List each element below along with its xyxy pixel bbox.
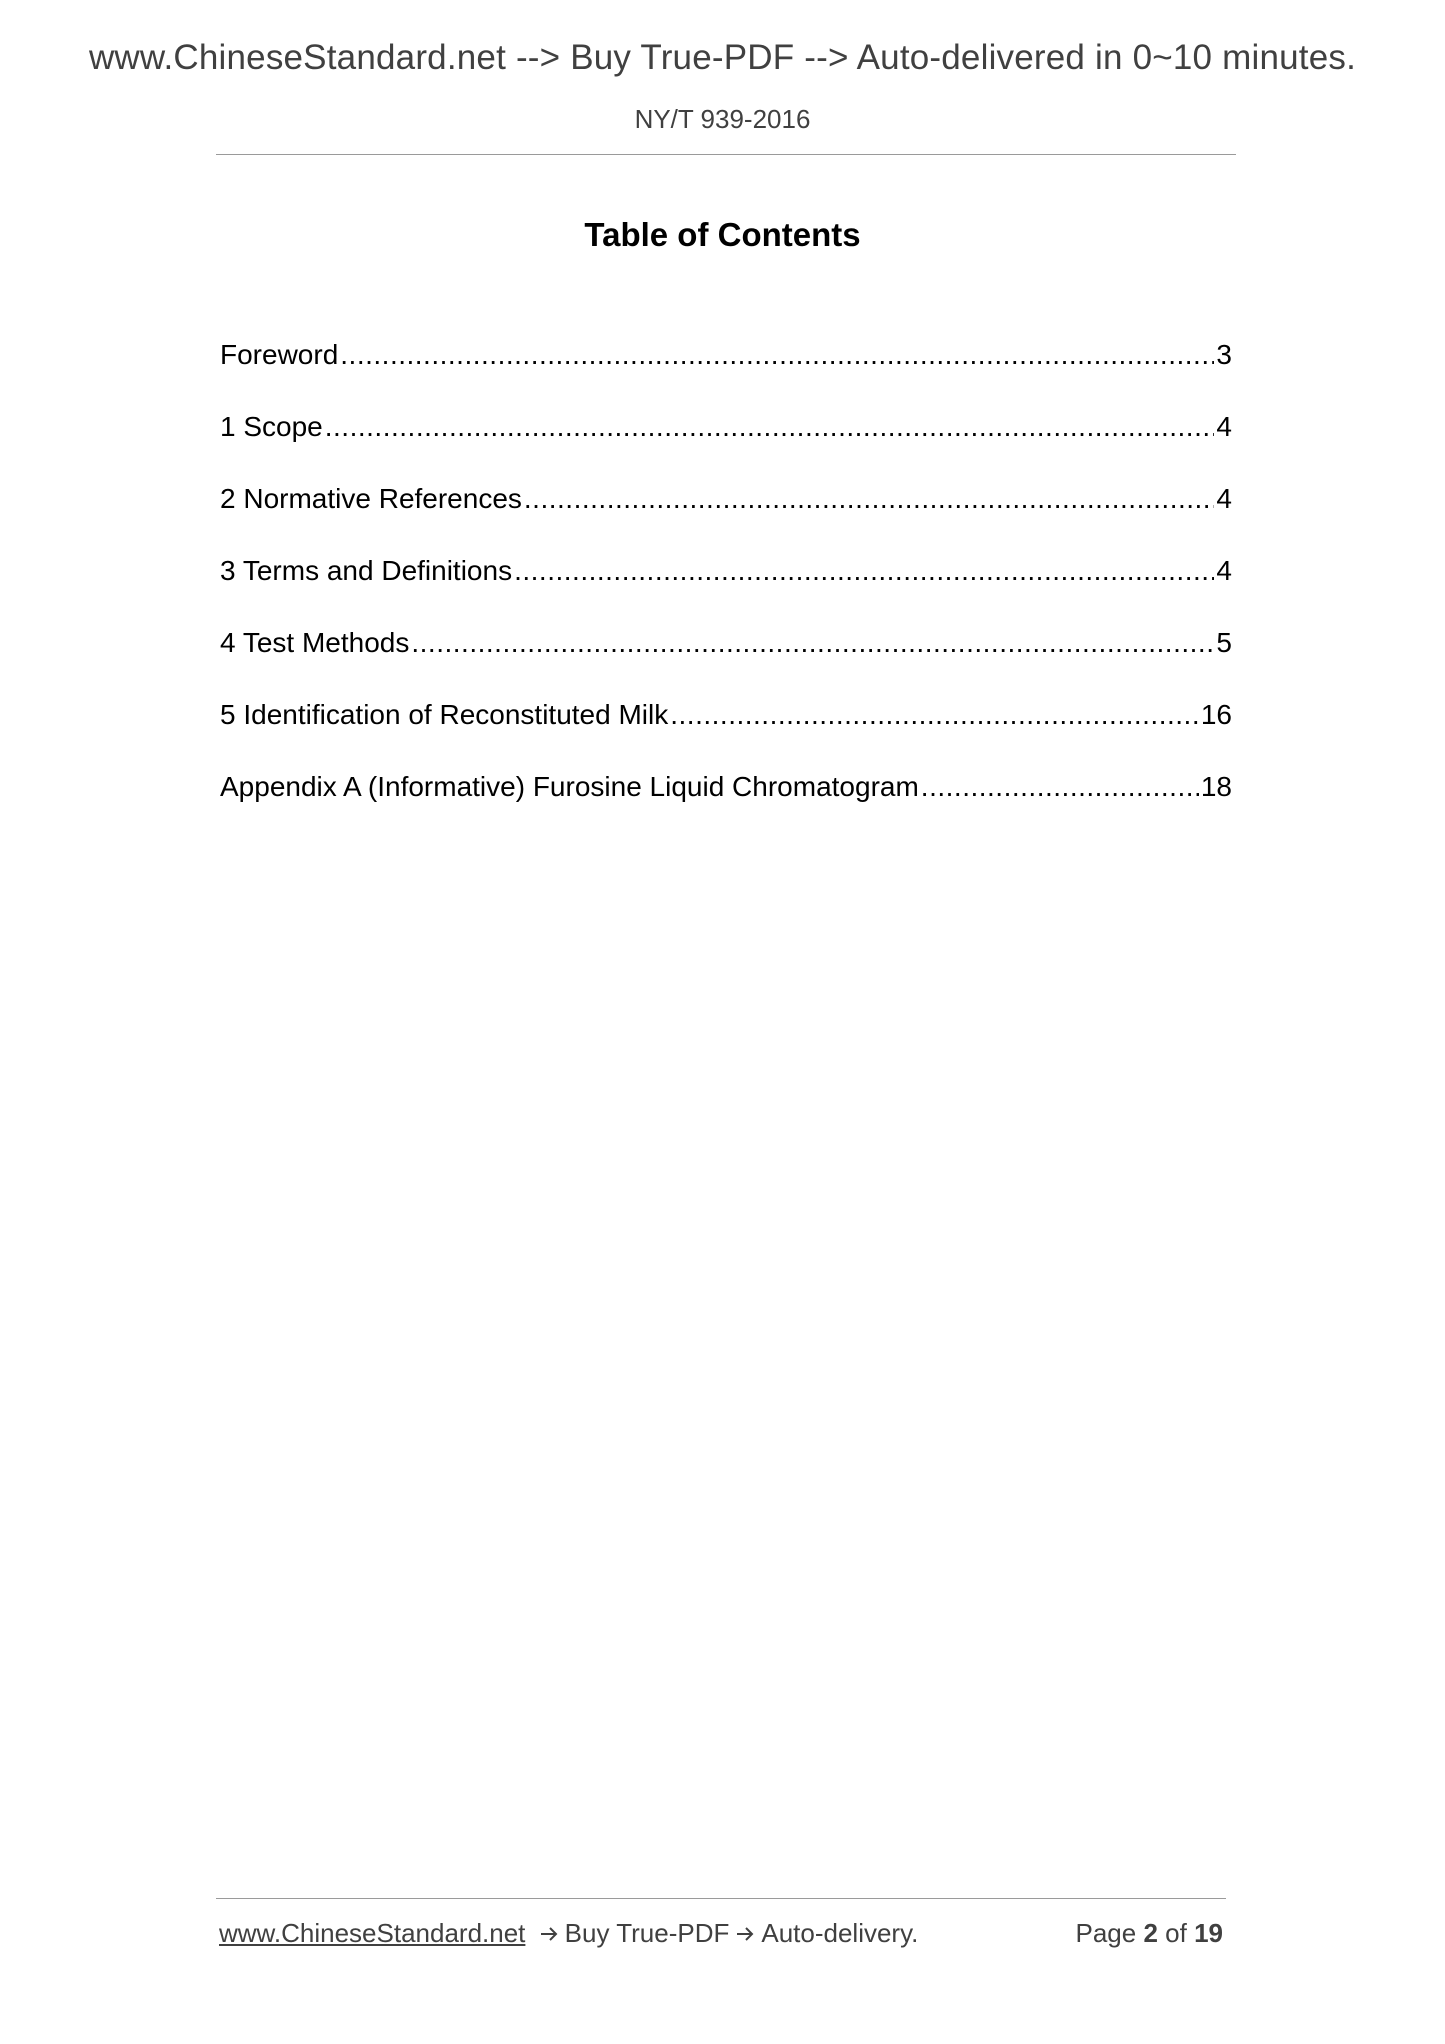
toc-entry-normative-references[interactable] xyxy=(220,479,1232,551)
toc-entry-page: 4 xyxy=(1216,411,1232,442)
toc-entry-label: Foreword xyxy=(220,339,339,370)
toc-entry-terms-definitions[interactable] xyxy=(220,551,1232,623)
toc-entry-page: 3 xyxy=(1216,339,1232,370)
arrow-right-icon xyxy=(735,1919,755,1937)
footer-divider xyxy=(216,1898,1226,1899)
of-word: of xyxy=(1165,1918,1187,1948)
arrow-right-icon xyxy=(539,1919,559,1937)
page-title: Table of Contents xyxy=(584,216,861,253)
toc-entry-page: 16 xyxy=(1200,699,1232,730)
header-divider xyxy=(216,154,1236,155)
current-page-number: 2 xyxy=(1143,1918,1158,1948)
toc-entry-test-methods[interactable] xyxy=(220,623,1232,695)
toc-dot-leader xyxy=(325,407,1215,447)
toc-entry-identification[interactable] xyxy=(220,695,1232,767)
total-page-count: 19 xyxy=(1194,1918,1223,1948)
toc-entry-label: 4 Test Methods xyxy=(220,627,410,658)
toc-entry-page: 5 xyxy=(1216,627,1232,658)
toc-dot-leader xyxy=(340,335,1214,375)
footer-buy-text: Buy True-PDF xyxy=(564,1918,730,1948)
toc-dot-leader xyxy=(411,623,1214,663)
toc-list xyxy=(220,335,1232,839)
toc-dot-leader xyxy=(514,551,1214,591)
toc-entry-label: 5 Identification of Reconstituted Milk xyxy=(220,699,669,730)
footer-promo xyxy=(219,1918,918,1949)
toc-dot-leader xyxy=(524,479,1215,519)
standard-code: NY/T 939-2016 xyxy=(634,104,811,134)
page-indicator xyxy=(1075,1918,1223,1949)
toc-entry-scope[interactable] xyxy=(220,407,1232,479)
toc-entry-label: 2 Normative References xyxy=(220,483,522,514)
toc-entry-foreword[interactable] xyxy=(220,335,1232,407)
toc-entry-label: Appendix A (Informative) Furosine Liquid Chromatogram xyxy=(220,771,919,802)
toc-entry-page: 4 xyxy=(1216,483,1232,514)
toc-dot-leader xyxy=(921,767,1199,807)
toc-entry-label: 1 Scope xyxy=(220,411,323,442)
page-word: Page xyxy=(1075,1918,1137,1948)
toc-dot-leader xyxy=(670,695,1199,735)
toc-entry-page: 18 xyxy=(1200,771,1232,802)
top-banner[interactable]: www.ChineseStandard.net --> Buy True-PDF --> Auto-delivered in 0~10 minutes. xyxy=(88,38,1357,77)
footer-site-link[interactable]: www.ChineseStandard.net xyxy=(219,1918,526,1948)
toc-entry-page: 4 xyxy=(1216,555,1232,586)
toc-entry-appendix-a[interactable] xyxy=(220,767,1232,839)
footer-delivery-text: Auto-delivery. xyxy=(761,1918,919,1948)
toc-entry-label: 3 Terms and Definitions xyxy=(220,555,513,586)
